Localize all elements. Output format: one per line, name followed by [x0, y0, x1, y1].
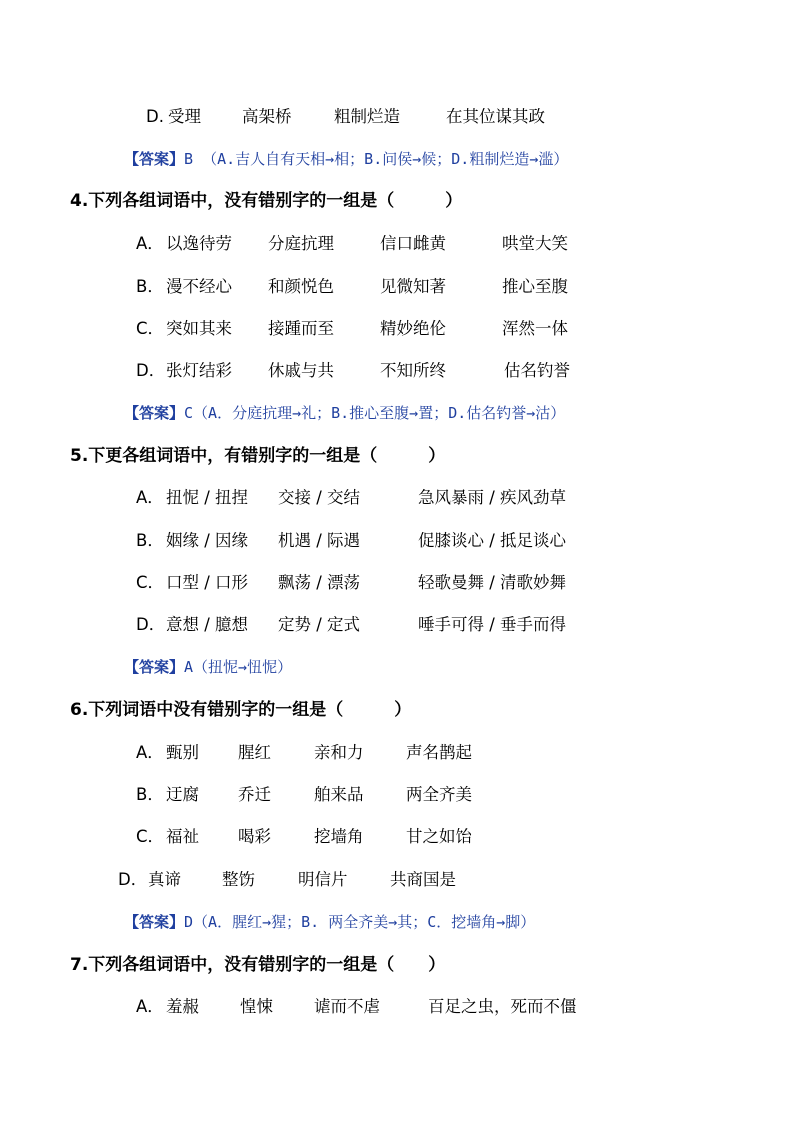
- option-word: 腥红: [238, 743, 271, 762]
- option-word: 姻缘 / 因缘: [166, 531, 249, 550]
- option-word: 甘之如饴: [406, 827, 472, 846]
- option-label: C．: [136, 827, 165, 846]
- option-word: 推心至腹: [502, 277, 568, 296]
- option-word: 促膝谈心 / 抵足谈心: [418, 531, 567, 550]
- option-label: B．: [136, 277, 164, 296]
- answer-tag: 【答案】: [124, 913, 185, 931]
- option-label: D．: [118, 870, 148, 889]
- answer-tag: 【答案】: [124, 150, 185, 168]
- option-word: 机遇 / 际遇: [278, 531, 361, 550]
- option-word: 突如其来: [166, 319, 232, 338]
- option-word: 急风暴雨 / 疾风劲草: [418, 488, 567, 507]
- option-word: 两全齐美: [406, 785, 472, 804]
- option-word: 整饬: [222, 870, 255, 889]
- answer-text: C（A．分庭抗理→礼；B.推心至腹→置；D.估名钓誉→沽）: [184, 404, 566, 422]
- option-word: 估名钓誉: [504, 361, 570, 380]
- option-word: 漫不经心: [166, 277, 232, 296]
- question-7-stem: 7.下列各组词语中，没有错别字的一组是（ ）: [70, 955, 446, 975]
- option-word: 以逸待劳: [166, 234, 232, 253]
- option-word: 受理: [168, 107, 201, 126]
- option-word: 口型 / 口形: [166, 573, 249, 592]
- option-word: 交接 / 交结: [278, 488, 361, 507]
- option-word: 张灯结彩: [166, 361, 232, 380]
- option-word: 谑而不虐: [314, 997, 380, 1016]
- option-word: 乔迁: [238, 785, 271, 804]
- option-label: D.: [146, 107, 164, 126]
- option-label: A．: [136, 488, 164, 507]
- option-word: 甄别: [166, 743, 199, 762]
- option-word: 定势 / 定式: [278, 615, 361, 634]
- question-5-stem: 5.下更各组词语中，有错别字的一组是（ ）: [70, 446, 446, 466]
- option-word: 扭怩 / 扭捏: [166, 488, 249, 507]
- option-word: 浑然一体: [502, 319, 568, 338]
- answer-text: D（A．腥红→猩；B. 两全齐美→其；C．挖墙角→脚）: [184, 913, 536, 931]
- option-word: 唾手可得 / 垂手而得: [418, 615, 567, 634]
- option-label: B．: [136, 531, 164, 550]
- option-word: 惶悚: [240, 997, 273, 1016]
- answer-tag: 【答案】: [124, 404, 185, 422]
- option-word: 分庭抗理: [268, 234, 334, 253]
- option-word: 接踵而至: [268, 319, 334, 338]
- option-word: 喝彩: [238, 827, 271, 846]
- option-word: 精妙绝伦: [380, 319, 446, 338]
- option-label: B．: [136, 785, 164, 804]
- answer-text: B （A.吉人自有天相→相；B.问侯→候；D.粗制烂造→滥）: [184, 150, 569, 168]
- option-word: 高架桥: [242, 107, 292, 126]
- option-label: C．: [136, 319, 165, 338]
- option-word: 在其位谋其政: [446, 107, 545, 126]
- option-word: 挖墙角: [314, 827, 364, 846]
- option-word: 不知所终: [380, 361, 446, 380]
- option-word: 共商国是: [390, 870, 456, 889]
- option-word: 羞赧: [166, 997, 199, 1016]
- option-word: 粗制烂造: [334, 107, 400, 126]
- option-label: D．: [136, 615, 166, 634]
- option-label: D．: [136, 361, 166, 380]
- option-label: C．: [136, 573, 165, 592]
- option-word: 百足之虫，死而不僵: [428, 997, 577, 1016]
- option-word: 和颜悦色: [268, 277, 334, 296]
- question-4-stem: 4.下列各组词语中，没有错别字的一组是（ ）: [70, 191, 463, 211]
- option-word: 迂腐: [166, 785, 199, 804]
- q6-answer: [124, 911, 535, 933]
- answer-text: A（扭怩→忸怩）: [184, 658, 293, 676]
- q5-answer: [124, 656, 292, 678]
- option-label: A．: [136, 743, 164, 762]
- q3-answer: [124, 148, 568, 170]
- q4-answer: [124, 402, 565, 424]
- option-word: 福祉: [166, 827, 199, 846]
- option-word: 意想 / 臆想: [166, 615, 249, 634]
- option-word: 信口雌黄: [380, 234, 446, 253]
- option-word: 哄堂大笑: [502, 234, 568, 253]
- option-word: 声名鹊起: [406, 743, 472, 762]
- option-word: 见微知著: [380, 277, 446, 296]
- option-word: 飘荡 / 漂荡: [278, 573, 361, 592]
- option-label: A．: [136, 997, 164, 1016]
- question-6-stem: 6.下列词语中没有错别字的一组是（ ）: [70, 700, 412, 720]
- option-word: 舶来品: [314, 785, 364, 804]
- option-word: 轻歌曼舞 / 清歌妙舞: [418, 573, 567, 592]
- option-word: 明信片: [298, 870, 348, 889]
- option-word: 休戚与共: [268, 361, 334, 380]
- option-word: 亲和力: [314, 743, 364, 762]
- answer-tag: 【答案】: [124, 658, 185, 676]
- option-label: A．: [136, 234, 164, 253]
- option-word: 真谛: [148, 870, 181, 889]
